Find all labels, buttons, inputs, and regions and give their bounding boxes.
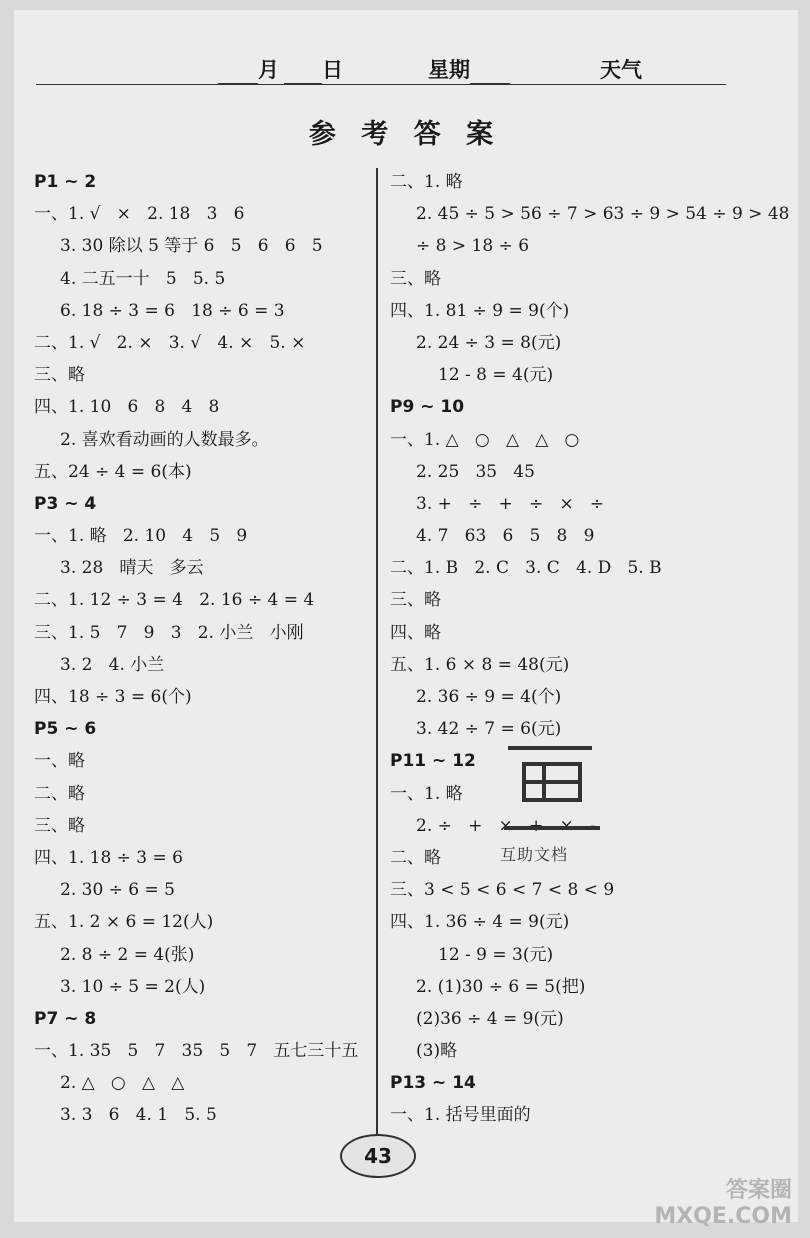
date-weather-bar	[36, 48, 726, 85]
answer-line: 3. + ÷ + ÷ × ÷	[416, 493, 605, 514]
answer-line: 二、略	[34, 783, 85, 804]
answer-line: 三、略	[34, 815, 85, 836]
answer-line: 二、1. √ 2. × 3. √ 4. × 5. ×	[34, 332, 306, 353]
answer-line: 一、1. △ ○ △ △ ○	[390, 429, 580, 450]
answer-line: 三、略	[390, 590, 441, 611]
answer-line: 四、1. 18 ÷ 3 = 6	[34, 847, 183, 868]
answer-line: 一、略	[34, 751, 85, 772]
answer-line: 五、1. 6 × 8 = 48(元)	[390, 654, 570, 675]
answer-line: 五、24 ÷ 4 = 6(本)	[34, 461, 192, 482]
answer-line: 三、略	[34, 365, 85, 386]
answer-line: 2. 喜欢看动画的人数最多。	[60, 429, 269, 450]
answer-line: 3. 2 4. 小兰	[60, 654, 165, 675]
answer-line: (2)36 ÷ 4 = 9(元)	[416, 1008, 564, 1029]
watermark-logo: 答案圈	[725, 1178, 792, 1203]
answer-line: 4. 二五一十 5 5. 5	[60, 268, 226, 289]
section-heading: P5 ~ 6	[34, 719, 97, 740]
answer-line: 四、1. 36 ÷ 4 = 9(元)	[390, 912, 570, 933]
answer-line: 2. 36 ÷ 9 = 4(个)	[416, 687, 562, 707]
answer-line: 二、1. B 2. C 3. C 4. D 5. B	[390, 558, 662, 579]
answer-line: 6. 18 ÷ 3 = 6 18 ÷ 6 = 3	[60, 300, 285, 321]
answer-line: 3. 30 除以 5 等于 6 5 6 6 5	[60, 236, 323, 257]
answer-line: 12 - 9 = 3(元)	[438, 944, 554, 965]
right-column	[390, 166, 790, 1132]
section-heading: P9 ~ 10	[390, 397, 465, 418]
answer-line: 一、1. 35 5 7 35 5 7 五七三十五	[34, 1041, 359, 1062]
answer-line: 2. △ ○ △ △	[60, 1073, 185, 1094]
month-label: 月	[258, 57, 279, 82]
section-heading: P3 ~ 4	[34, 493, 97, 514]
day-label: 日	[322, 57, 343, 82]
answer-line: 一、1. 括号里面的	[390, 1105, 531, 1126]
weather-label: 天气	[600, 57, 642, 82]
answer-line: 2. 30 ÷ 6 = 5	[60, 880, 175, 901]
answer-line: 2. 25 35 45	[416, 461, 535, 482]
answer-line: (3)略	[416, 1041, 458, 1062]
weekday-label: 星期	[428, 57, 470, 82]
answer-line: 12 - 8 = 4(元)	[438, 365, 554, 386]
watermark	[654, 1178, 792, 1230]
answer-line: 2. ÷ + × + × -	[416, 815, 596, 836]
section-heading: P1 ~ 2	[34, 172, 97, 192]
column-divider	[376, 168, 378, 1138]
answer-line: 一、1. 略 2. 10 4 5 9	[34, 526, 248, 547]
answer-line: 四、1. 10 6 8 4 8	[34, 397, 220, 418]
answer-line: 三、1. 5 7 9 3 2. 小兰 小刚	[34, 622, 304, 643]
page-number: 43	[340, 1134, 416, 1178]
watermark-url: MXQE.COM	[654, 1204, 792, 1229]
answer-line: 二、1. 略	[390, 172, 463, 192]
answer-line: 三、3 < 5 < 6 < 7 < 8 < 9	[390, 880, 615, 901]
answer-line: 一、1. 略	[390, 783, 463, 804]
answer-line: 4. 7 63 6 5 8 9	[416, 526, 595, 547]
answer-line: 四、1. 81 ÷ 9 = 9(个)	[390, 300, 570, 321]
answer-line: 四、略	[390, 622, 441, 643]
left-column	[34, 166, 374, 1132]
answer-line: 3. 10 ÷ 5 = 2(人)	[60, 976, 206, 997]
answer-line: 四、18 ÷ 3 = 6(个)	[34, 687, 192, 707]
answer-line: 2. 45 ÷ 5 > 56 ÷ 7 > 63 ÷ 9 > 54 ÷ 9 > 48	[416, 204, 790, 225]
answer-line: 二、1. 12 ÷ 3 = 4 2. 16 ÷ 4 = 4	[34, 590, 315, 611]
answer-line: 2. 24 ÷ 3 = 8(元)	[416, 332, 562, 353]
stamp-text: 互助文档	[500, 845, 569, 864]
section-heading: P7 ~ 8	[34, 1008, 97, 1029]
answer-line: 3. 42 ÷ 7 = 6(元)	[416, 719, 562, 740]
answer-line: 二、略	[390, 847, 441, 868]
answer-line: 3. 28 晴天 多云	[60, 558, 204, 579]
page-title: 参 考 答 案	[308, 119, 502, 150]
answer-line: 一、1. √ × 2. 18 3 6	[34, 204, 245, 225]
answer-line: 2. (1)30 ÷ 6 = 5(把)	[416, 976, 586, 997]
answer-line: 三、略	[390, 268, 441, 289]
section-heading: P11 ~ 12	[390, 751, 476, 772]
answer-line: 3. 3 6 4. 1 5. 5	[60, 1105, 217, 1126]
answer-line: ÷ 8 > 18 ÷ 6	[416, 236, 530, 257]
answer-line: 2. 8 ÷ 2 = 4(张)	[60, 944, 195, 965]
section-heading: P13 ~ 14	[390, 1073, 476, 1094]
answer-line: 五、1. 2 × 6 = 12(人)	[34, 912, 214, 933]
